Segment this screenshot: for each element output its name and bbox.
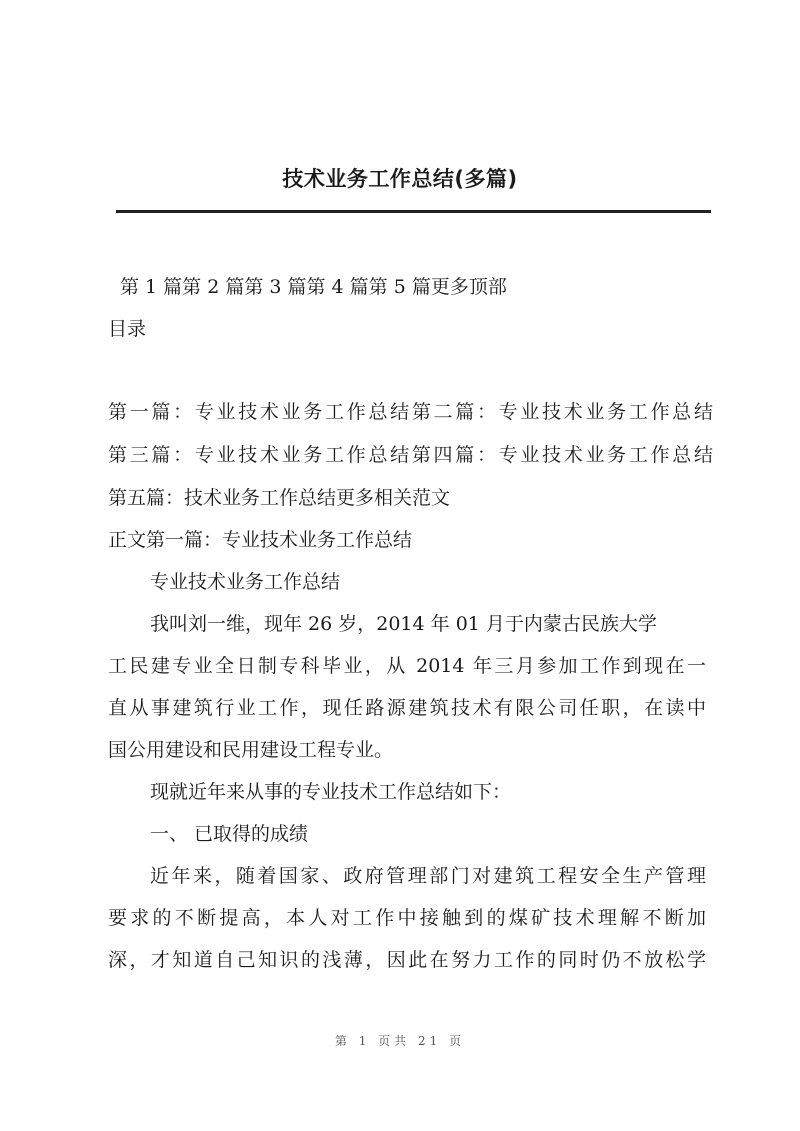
body-intro: 正文第一篇：专业技术业务工作总结 <box>108 529 413 551</box>
section-heading: 专业技术业务工作总结 <box>150 571 341 593</box>
paragraph-line: 我叫刘一维，现年 26 岁，2014 年 01 月于内蒙古民族大学 <box>150 613 657 635</box>
document-title: 技术业务工作总结(多篇) <box>282 167 518 191</box>
paragraph-line: 深，才知道自己知识的浅薄，因此在努力工作的同时仍不放松学 <box>108 949 706 971</box>
chapter-nav-line: 第 1 篇第 2 篇第 3 篇第 4 篇第 5 篇更多顶部 <box>120 276 507 298</box>
page-footer: 第 1 页共 21 页 <box>334 1034 466 1048</box>
toc-line: 第一篇：专业技术业务工作总结第二篇：专业技术业务工作总结 <box>108 401 713 423</box>
paragraph-line: 直从事建筑行业工作，现任路源建筑技术有限公司任职，在读中 <box>108 697 706 719</box>
paragraph-line: 工民建专业全日制专科毕业，从 2014 年三月参加工作到现在一 <box>108 655 706 677</box>
paragraph-line: 现就近年来从事的专业技术工作总结如下： <box>150 781 512 803</box>
toc-line: 第三篇：专业技术业务工作总结第四篇：专业技术业务工作总结 <box>108 444 713 466</box>
paragraph-line: 近年来，随着国家、政府管理部门对建筑工程安全生产管理 <box>150 865 706 887</box>
paragraph-line: 要求的不断提高，本人对工作中接触到的煤矿技术理解不断加 <box>108 907 706 929</box>
title-divider <box>116 210 711 213</box>
paragraph-line: 国公用建设和民用建设工程专业。 <box>108 739 394 761</box>
toc-line: 第五篇：技术业务工作总结更多相关范文 <box>108 487 451 509</box>
toc-heading: 目录 <box>108 318 147 340</box>
section-heading: 一、 已取得的成绩 <box>150 823 309 845</box>
